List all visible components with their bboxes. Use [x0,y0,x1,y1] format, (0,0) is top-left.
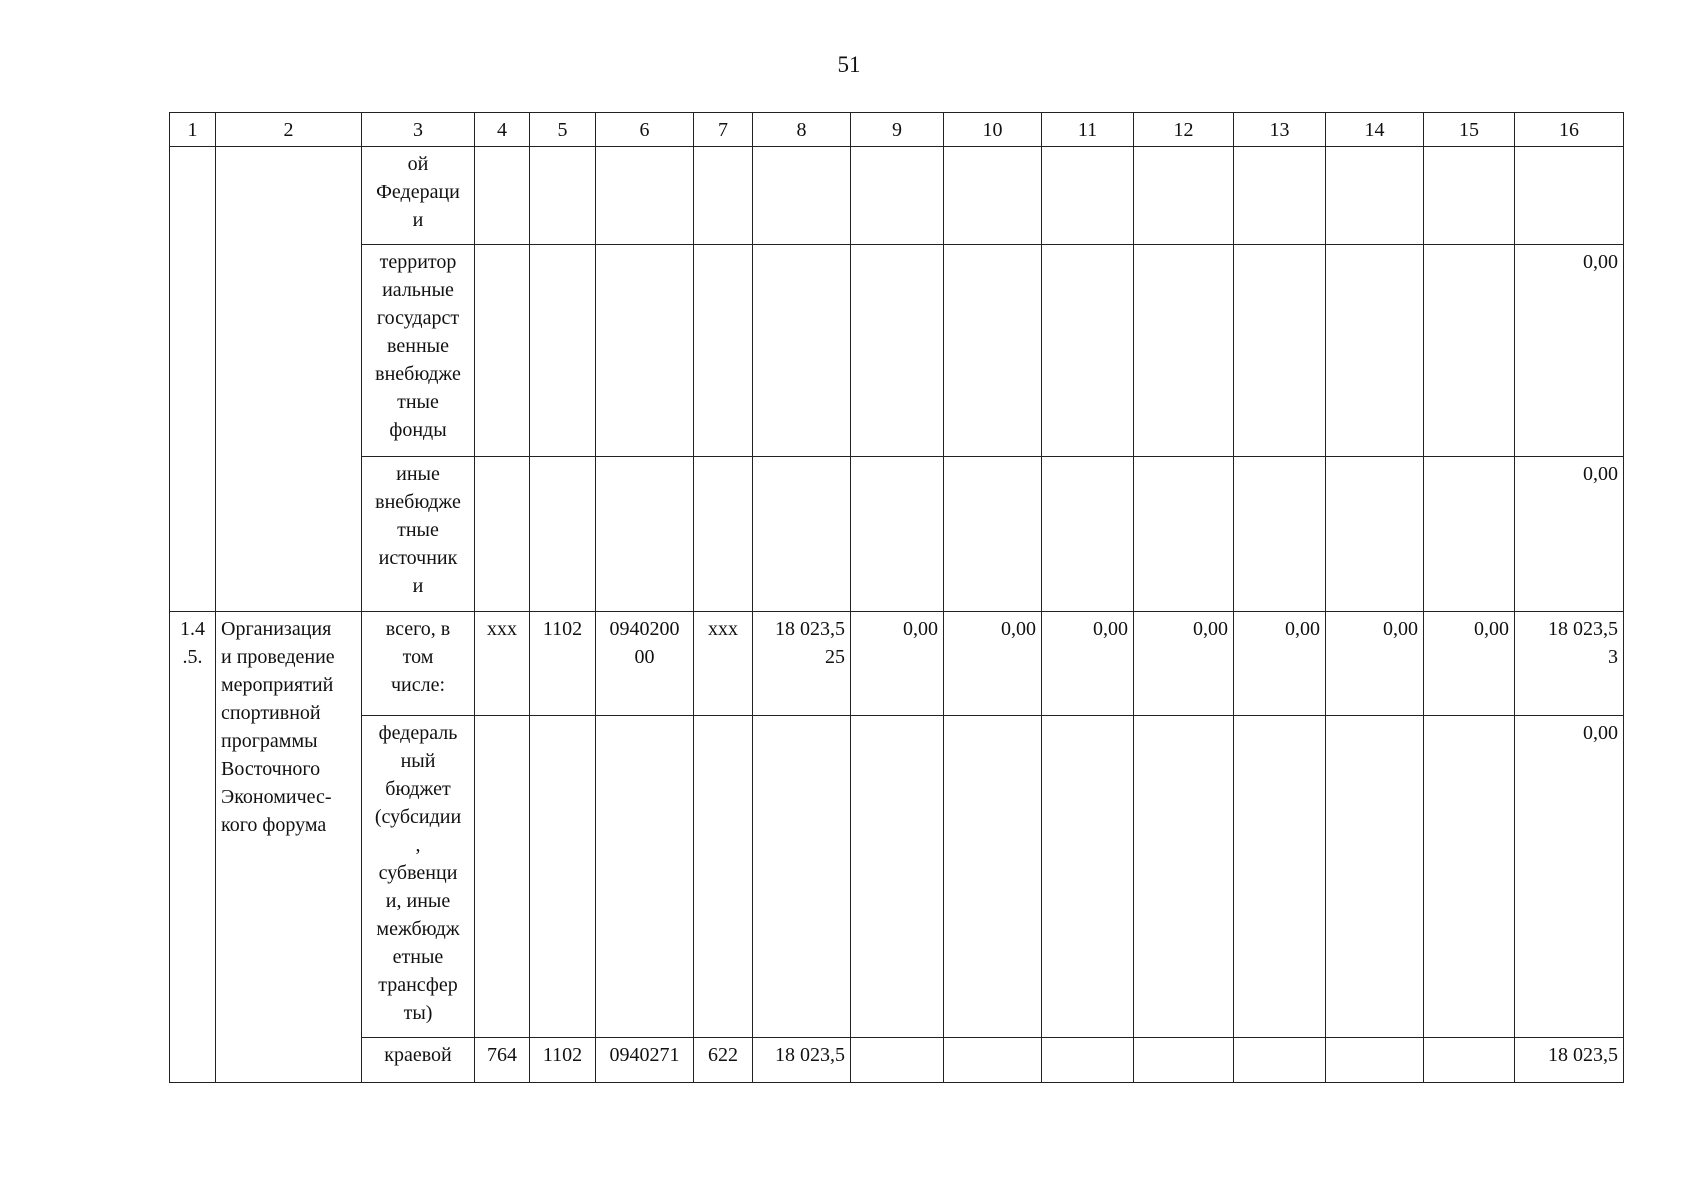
header-cell-14: 14 [1326,113,1424,147]
cell-total: 0,00 [1515,245,1624,457]
cell-col7: xxx [694,612,753,716]
cell [753,457,851,612]
cell [1234,457,1326,612]
cell-col10: 0,00 [944,612,1042,716]
cell [944,147,1042,245]
header-cell-3: 3 [362,113,475,147]
header-cell-15: 15 [1424,113,1515,147]
cell [530,147,596,245]
cell-total: 18 023,5 [1515,1038,1624,1083]
cell-col13: 0,00 [1234,612,1326,716]
cell [851,716,944,1038]
header-cell-9: 9 [851,113,944,147]
table-row [170,612,1624,716]
cell [1042,1038,1134,1083]
cell [475,245,530,457]
cell [475,457,530,612]
cell [596,457,694,612]
header-cell-16: 16 [1515,113,1624,147]
cell [694,716,753,1038]
header-cell-6: 6 [596,113,694,147]
header-cell-2: 2 [216,113,362,147]
cell-source: территор иальные государст венные внебюдже тные фонды [362,245,475,457]
cell-col6: 0940271 [596,1038,694,1083]
cell [1134,147,1234,245]
page-number: 51 [837,52,861,77]
cell [530,716,596,1038]
cell-number: 1.4 .5. [170,612,216,1083]
header-cell-7: 7 [694,113,753,147]
cell [1424,457,1515,612]
cell [1326,716,1424,1038]
cell-source: всего, в том числе: [362,612,475,716]
cell [1134,1038,1234,1083]
cell-total [1515,147,1624,245]
cell [596,147,694,245]
cell-total: 18 023,5 3 [1515,612,1624,716]
cell-col6: 0940200 00 [596,612,694,716]
header-cell-8: 8 [753,113,851,147]
cell-total: 0,00 [1515,457,1624,612]
table-row [170,147,1624,245]
cell-col4: xxx [475,612,530,716]
cell [753,716,851,1038]
cell [1234,1038,1326,1083]
cell [1326,147,1424,245]
cell [1326,245,1424,457]
table-row [170,716,1624,1038]
cell [851,457,944,612]
header-cell-1: 1 [170,113,216,147]
cell [530,457,596,612]
header-cell-12: 12 [1134,113,1234,147]
cell-source: иные внебюдже тные источник и [362,457,475,612]
cell [1042,147,1134,245]
table-row [170,1038,1624,1083]
cell [1326,457,1424,612]
cell [944,457,1042,612]
budget-table [169,112,1624,1083]
cell-col5: 1102 [530,1038,596,1083]
cell [475,147,530,245]
cell [1042,457,1134,612]
cell [1042,245,1134,457]
cell [596,245,694,457]
cell-col12: 0,00 [1134,612,1234,716]
cell-source: ой Федераци и [362,147,475,245]
header-cell-13: 13 [1234,113,1326,147]
cell [1042,716,1134,1038]
cell-name [216,147,362,612]
cell-name: Организация и проведение мероприятий спортивной программы Восточного Экономичес- кого форума [216,612,362,1083]
cell [1424,245,1515,457]
cell [1134,245,1234,457]
cell-col14: 0,00 [1326,612,1424,716]
cell-col5: 1102 [530,612,596,716]
header-cell-11: 11 [1042,113,1134,147]
cell-source: краевой [362,1038,475,1083]
cell [1424,716,1515,1038]
table-row [170,457,1624,612]
cell [753,147,851,245]
cell [475,716,530,1038]
header-cell-4: 4 [475,113,530,147]
cell [694,457,753,612]
header-cell-10: 10 [944,113,1042,147]
cell-col11: 0,00 [1042,612,1134,716]
cell [694,147,753,245]
cell [1134,716,1234,1038]
cell [851,147,944,245]
cell [944,1038,1042,1083]
cell [596,716,694,1038]
cell [1424,147,1515,245]
cell [753,245,851,457]
cell [1134,457,1234,612]
cell-col8: 18 023,5 [753,1038,851,1083]
cell [1234,716,1326,1038]
cell-col4: 764 [475,1038,530,1083]
cell [1234,147,1326,245]
cell [1234,245,1326,457]
header-row [170,113,1624,147]
cell-col8: 18 023,5 25 [753,612,851,716]
cell-col9: 0,00 [851,612,944,716]
cell [694,245,753,457]
cell-number [170,147,216,612]
table-row [170,245,1624,457]
cell [530,245,596,457]
cell-total: 0,00 [1515,716,1624,1038]
cell [1326,1038,1424,1083]
cell [944,245,1042,457]
cell [851,245,944,457]
cell-col15: 0,00 [1424,612,1515,716]
cell [851,1038,944,1083]
cell [1424,1038,1515,1083]
header-cell-5: 5 [530,113,596,147]
cell-source: федераль ный бюджет (субсидии , субвенци и, иные межбюдж етные трансфер ты) [362,716,475,1038]
cell-col7: 622 [694,1038,753,1083]
cell [944,716,1042,1038]
